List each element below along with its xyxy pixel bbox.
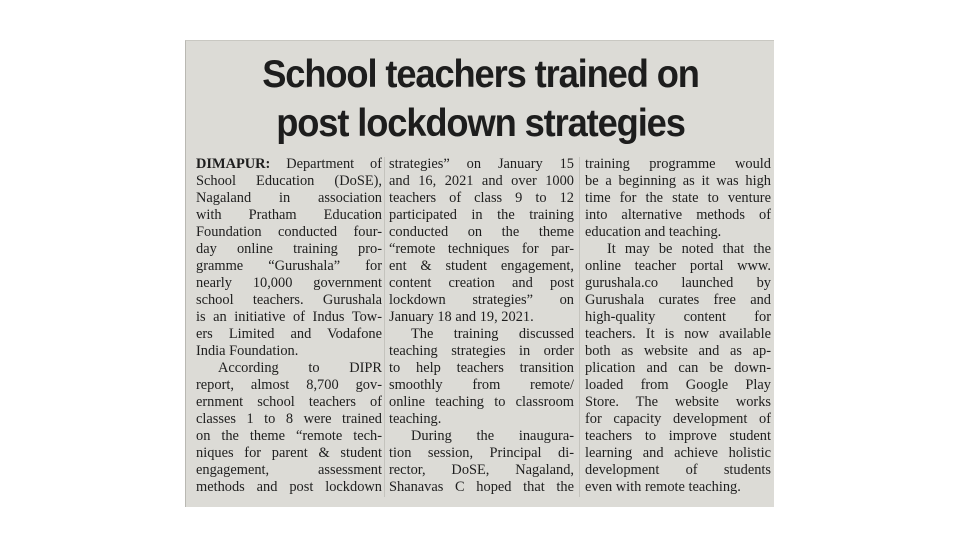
article-line: nearly 10,000 government (196, 275, 382, 291)
article-line: Gurushala curates free and (585, 292, 771, 308)
article-line: conducted on the theme (389, 224, 574, 240)
dateline: DIMAPUR: (196, 156, 271, 172)
article-line: ernment school teachers of (196, 394, 382, 410)
headline-line-1: School teachers trained on (262, 53, 699, 96)
article-line: participated in the training (389, 207, 574, 223)
article-line: tion session, Principal di- (389, 445, 574, 461)
article-line: high-quality content for (585, 309, 771, 325)
article-line: It may be noted that the (607, 241, 771, 257)
article-column-1 (196, 156, 382, 496)
article-line: lockdown strategies” on (389, 292, 574, 308)
article-line: for capacity development of (585, 411, 771, 427)
article-line: teaching. (389, 411, 442, 427)
article-line: Nagaland in association (196, 190, 382, 206)
article-line: smoothly from remote/ (389, 377, 574, 393)
article-line: “remote techniques for par- (389, 241, 574, 257)
article-line: day online training pro- (196, 241, 382, 257)
article-line: content creation and post (389, 275, 574, 291)
article-line: strategies” on January 15 (389, 156, 574, 172)
column-divider (384, 157, 385, 497)
article-line: report, almost 8,700 gov- (196, 377, 382, 393)
article-line: teachers. It is now available (585, 326, 771, 342)
article-line: learning and achieve holistic (585, 445, 771, 461)
article-line: education and teaching. (585, 224, 722, 240)
article-line: ent & student engagement, (389, 258, 574, 274)
article-line: to help teachers transition (389, 360, 574, 376)
article-column-3 (585, 156, 771, 496)
newspaper-clipping (185, 40, 774, 507)
article-line: India Foundation. (196, 343, 299, 359)
article-line: gurushala.co launched by (585, 275, 771, 291)
article-column-2 (389, 156, 574, 496)
article-line: School Education (DoSE), (196, 173, 382, 189)
article-line: even with remote teaching. (585, 479, 741, 495)
article-line: plication and can be down- (585, 360, 771, 376)
article-line: with Pratham Education (196, 207, 382, 223)
article-line: rector, DoSE, Nagaland, (389, 462, 574, 478)
article-line: January 18 and 19, 2021. (389, 309, 534, 325)
article-line: be a beginning as it was high (585, 173, 771, 189)
article-line: ers Limited and Vodafone (196, 326, 382, 342)
article-line: According to DIPR (218, 360, 382, 376)
article-line: is an initiative of Indus Tow- (196, 309, 382, 325)
column-divider (579, 157, 580, 497)
article-line: and 16, 2021 and over 1000 (389, 173, 574, 189)
article-line: The training discussed (411, 326, 574, 342)
article-line: on the theme “remote tech- (196, 428, 382, 444)
article-line: loaded from Google Play (585, 377, 771, 393)
article-line: Shanavas C hoped that the (389, 479, 574, 495)
article-line: Foundation conducted four- (196, 224, 382, 240)
article-line: DIMAPUR: Department of (196, 156, 382, 172)
article-line: Store. The website works (585, 394, 771, 410)
article-line: training programme would (585, 156, 771, 172)
article-line: time for the state to venture (585, 190, 771, 206)
article-line: development of students (585, 462, 771, 478)
article-line: teachers of class 9 to 12 (389, 190, 574, 206)
article-line: engagement, assessment (196, 462, 382, 478)
article-line: both as website and as ap- (585, 343, 771, 359)
article-line: online teacher portal www. (585, 258, 771, 274)
article-line: classes 1 to 8 were trained (196, 411, 382, 427)
article-line: online teaching to classroom (389, 394, 574, 410)
headline-line-2: post lockdown strategies (276, 102, 685, 145)
article-line: gramme “Gurushala” for (196, 258, 382, 274)
article-line: niques for parent & student (196, 445, 382, 461)
article-line: During the inaugura- (411, 428, 574, 444)
article-line: into alternative methods of (585, 207, 771, 223)
article-line: teaching strategies in order (389, 343, 574, 359)
article-line: methods and post lockdown (196, 479, 382, 495)
article-line: teachers to improve student (585, 428, 771, 444)
article-line: school teachers. Gurushala (196, 292, 382, 308)
